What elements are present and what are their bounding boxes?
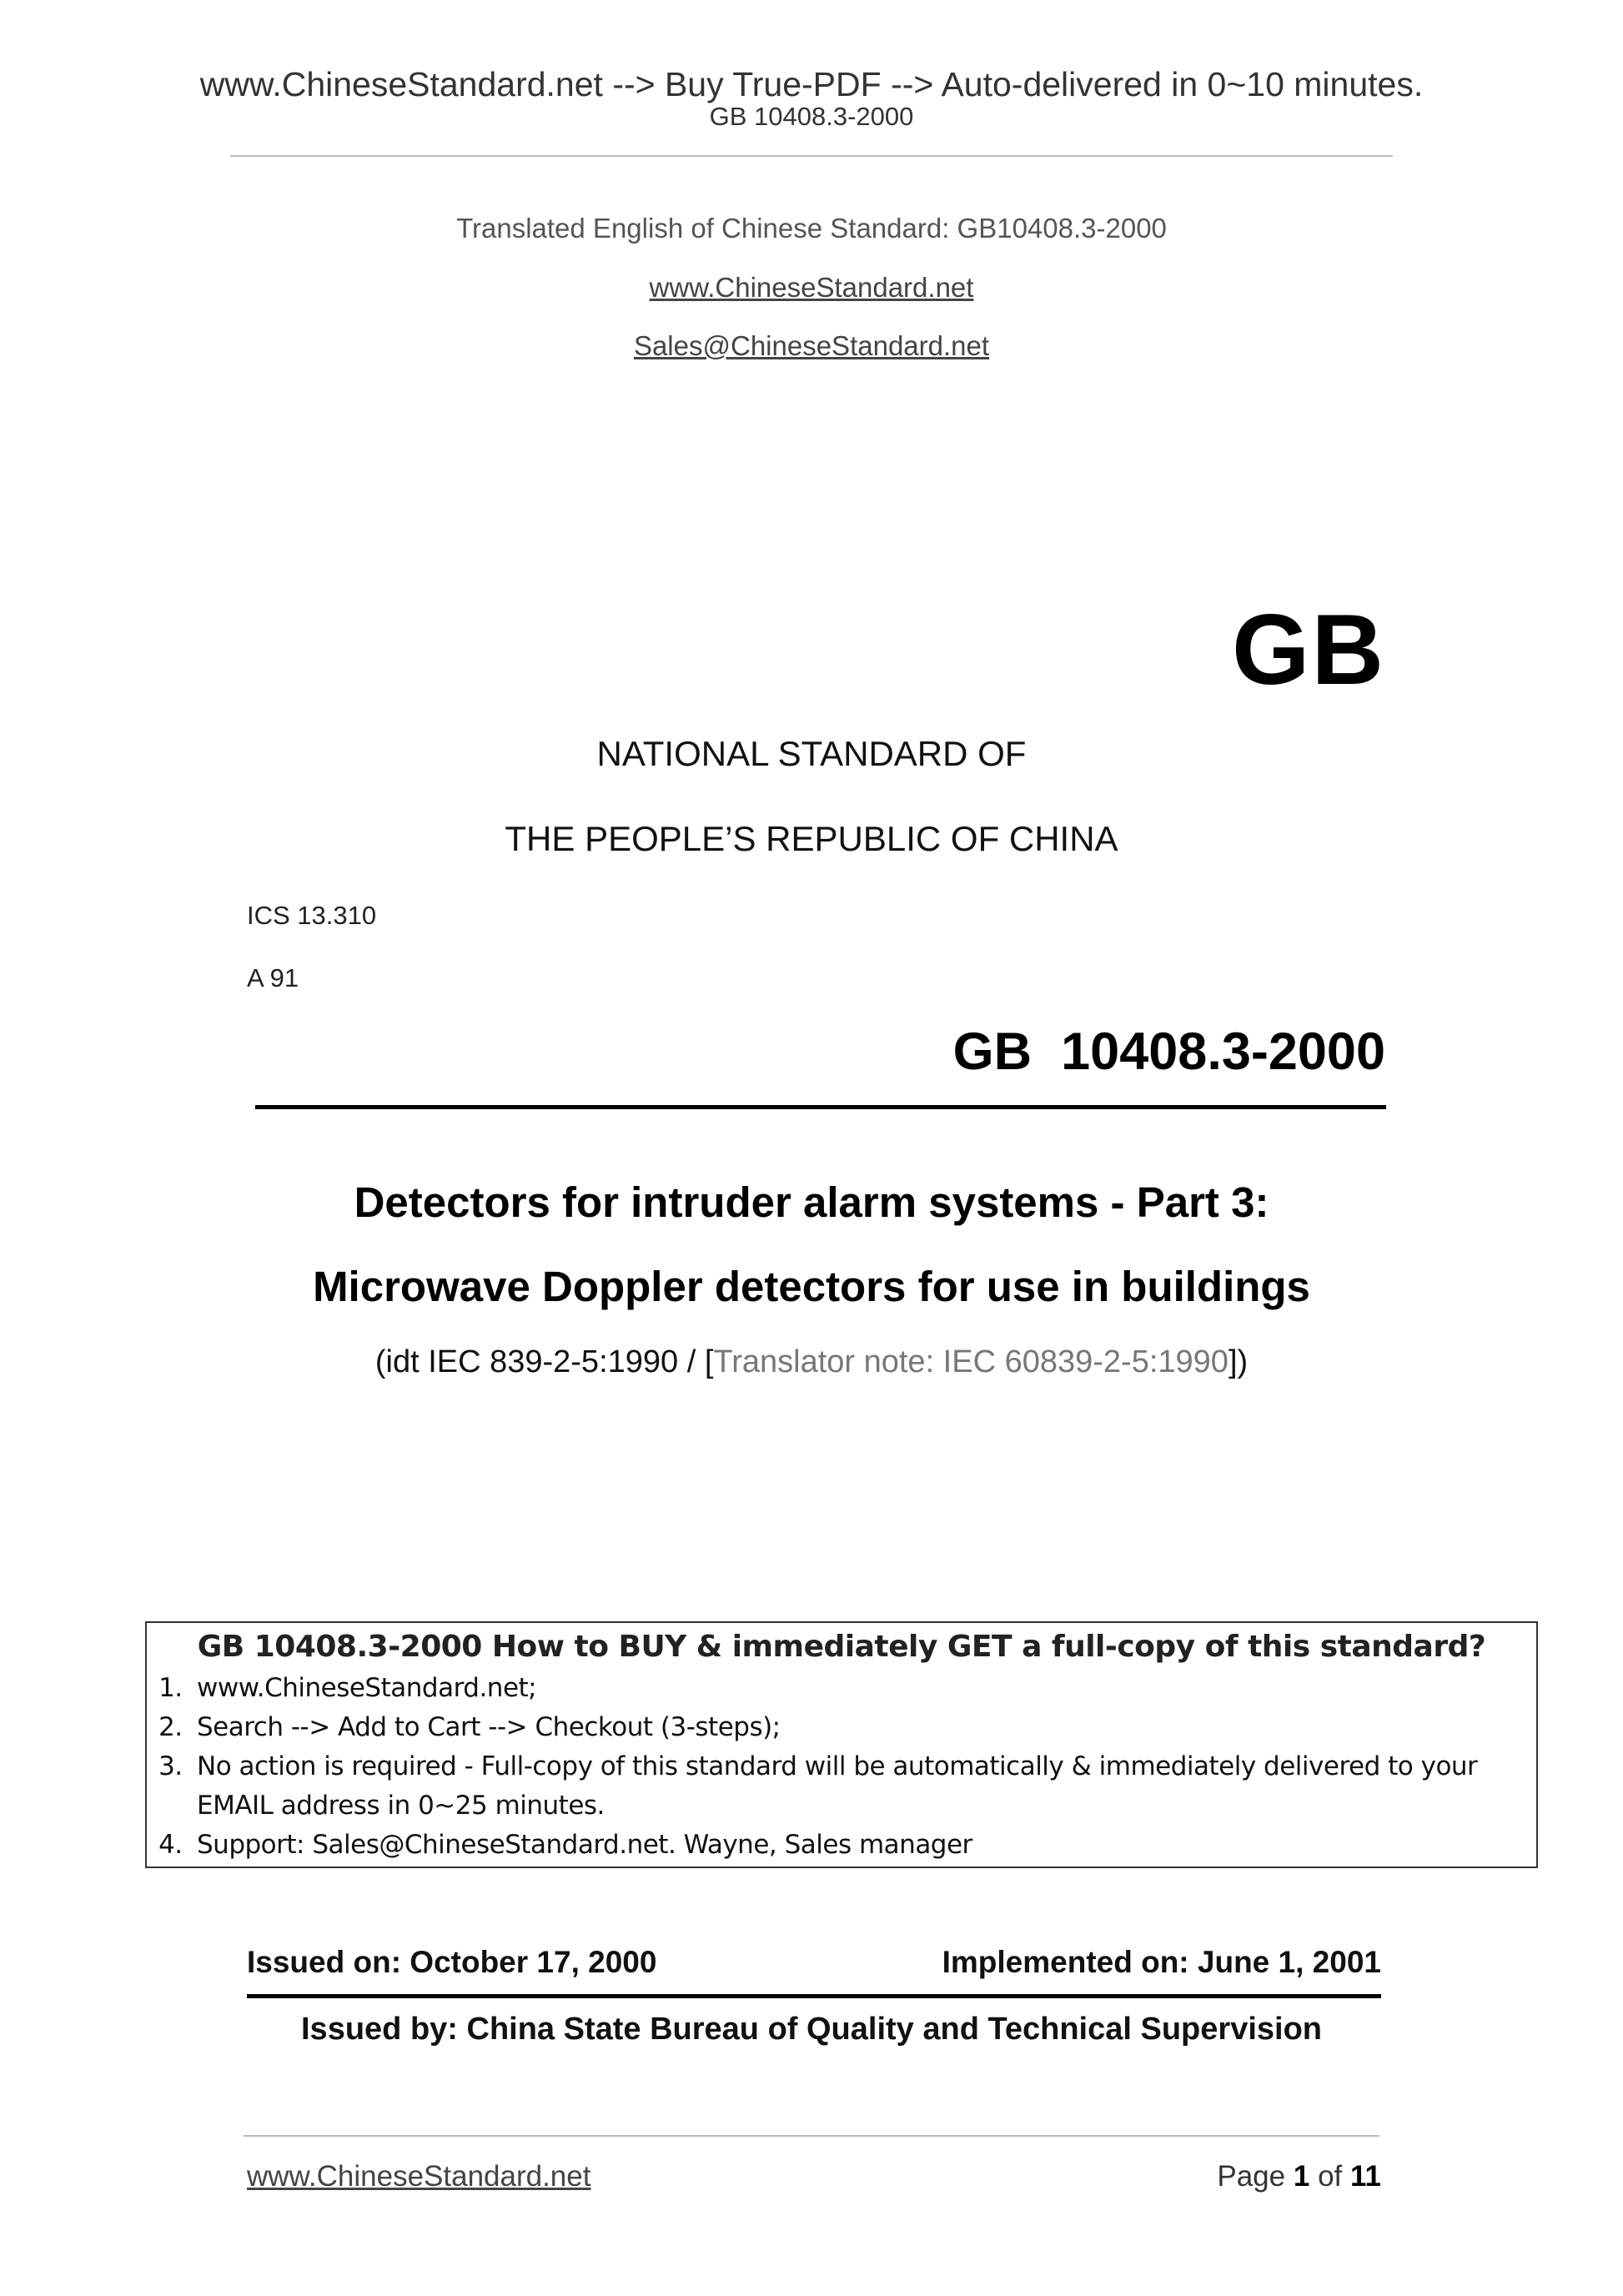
buy-info-box [145,1621,1538,1868]
title-line2: Microwave Doppler detectors for use in buildings [313,1263,1310,1310]
translation-line: Translated English of Chinese Standard: GB10408.3-2000 [456,213,1167,244]
translator-note: Translator note: IEC 60839-2-5:1990 [713,1344,1229,1379]
gb-mark: GB [1232,594,1385,706]
buy-steps-list [147,1669,1536,1865]
header-divider [230,155,1393,157]
page-indicator [1217,2160,1381,2193]
website-link[interactable]: www.ChineseStandard.net [649,272,974,303]
page-of: of [1318,2160,1343,2193]
email-link[interactable]: Sales@ChineseStandard.net [633,330,990,361]
footer-website-link[interactable]: www.ChineseStandard.net [247,2160,591,2193]
title-line1: Detectors for intruder alarm systems - Part 3: [354,1178,1269,1226]
footer-divider [244,2135,1379,2137]
issued-date: Issued on: October 17, 2000 [247,1945,657,1979]
national-standard-line1: NATIONAL STANDARD OF [596,734,1027,773]
idt-suffix: ]) [1228,1344,1249,1379]
translation-website-row [0,272,1623,304]
standard-number-rule [255,1105,1386,1109]
buy-step: 3. No action is required - Full-copy of this standard will be automatically & immediately delivered to your EMAIL address in 0~25 minutes. [190,1747,1536,1826]
idt-reference [0,1344,1623,1380]
page-total: 11 [1350,2160,1381,2193]
buy-step: 4. Support: Sales@ChineseStandard.net. Wayne, Sales manager [190,1826,1536,1865]
header-banner: www.ChineseStandard.net --> Buy True-PDF --> Auto-delivered in 0~10 minutes. [199,65,1424,103]
header-doc-code: GB 10408.3-2000 [709,102,914,131]
dates-rule [247,1994,1381,1998]
idt-prefix: (idt IEC 839-2-5:1990 / [ [374,1344,714,1379]
page-label: Page [1217,2160,1286,2193]
implemented-date: Implemented on: June 1, 2001 [942,1945,1381,1979]
buy-box-heading: GB 10408.3-2000 How to BUY & immediately GET a full-copy of this standard? [197,1630,1486,1664]
page-current: 1 [1293,2160,1310,2193]
buy-step: 2. Search --> Add to Cart --> Checkout (3-steps); [190,1708,1536,1747]
buy-step: 1. www.ChineseStandard.net; [190,1669,1536,1708]
ccs-code: A 91 [247,963,299,992]
ics-code: ICS 13.310 [247,901,377,930]
national-standard-line2: THE PEOPLE’S REPUBLIC OF CHINA [505,819,1118,858]
issuer: Issued by: China State Bureau of Quality and Technical Supervision [301,2012,1322,2047]
translation-email-row [0,330,1623,362]
standard-number: GB 10408.3-2000 [952,1022,1385,1081]
